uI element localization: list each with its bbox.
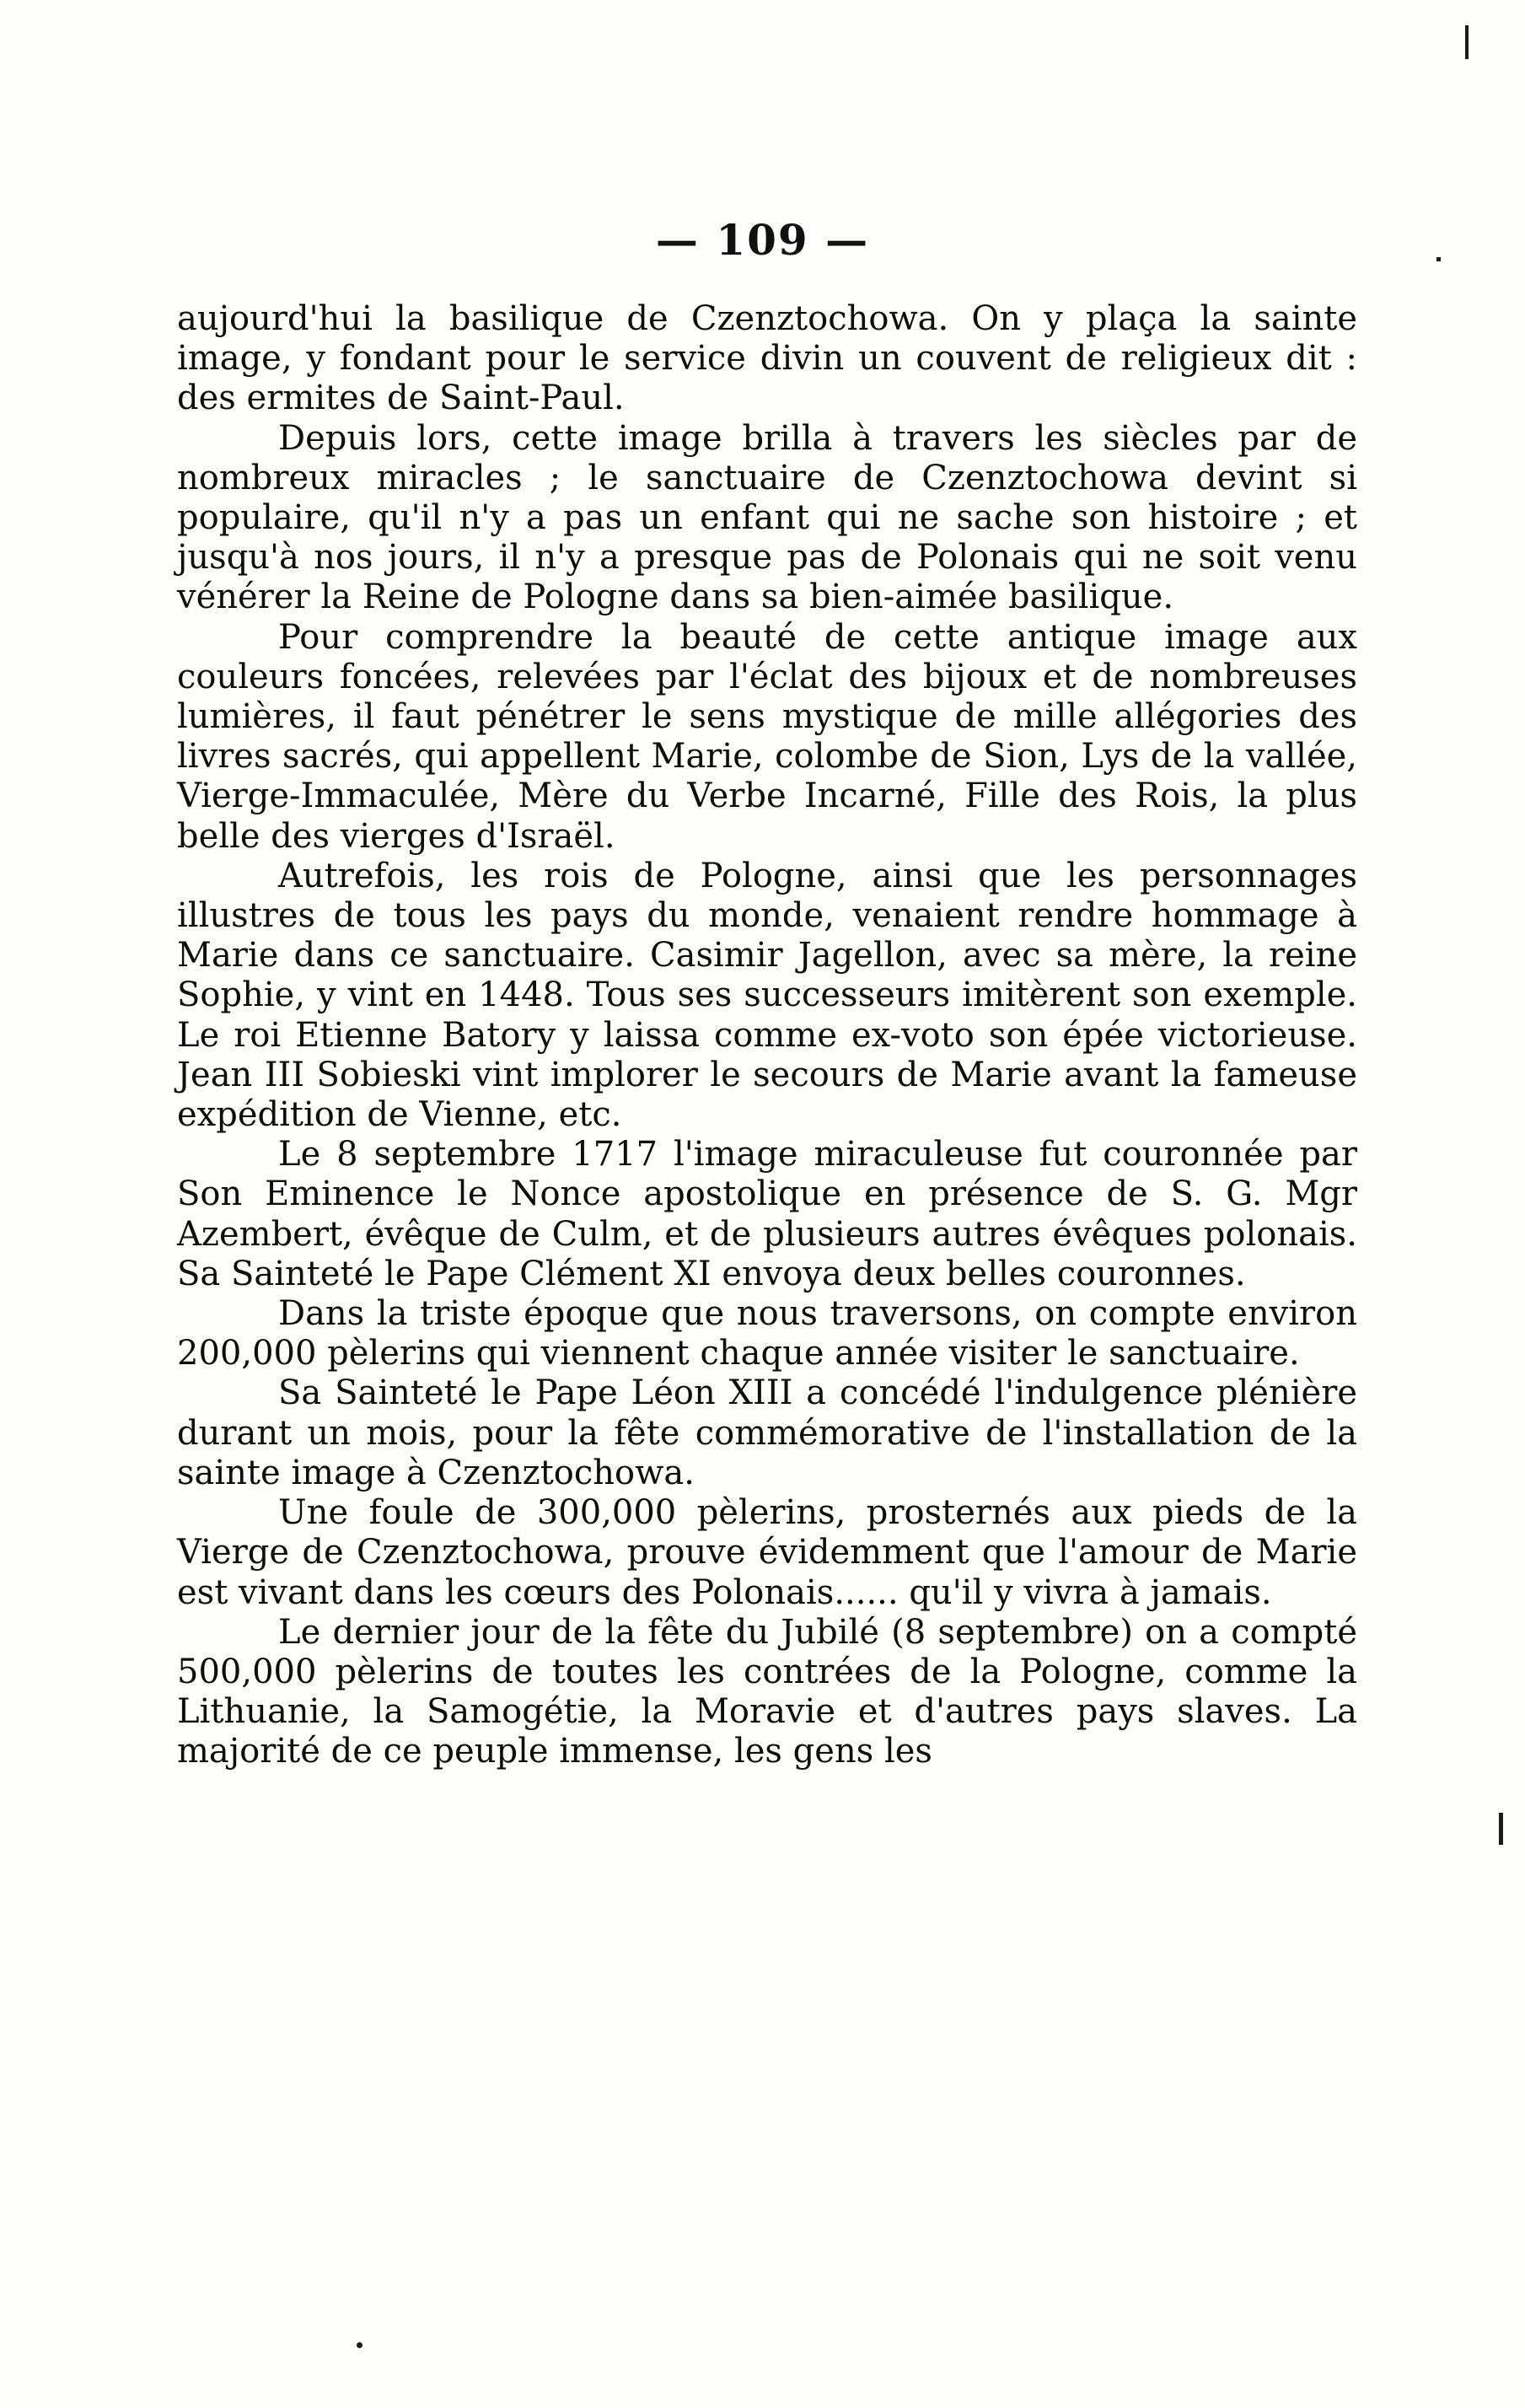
paragraph-4: Autrefois, les rois de Pologne, ainsi que les personnages illustres de tous les pays du monde, venaient rendre hommage à Marie dans ce sanctuaire. Casimir Jagellon, avec sa mère, la reine Sophie, y vint en 1448. Tous ses successeurs imitèrent son exemple. Le roi Etienne Batory y laissa comme ex-voto son épée victorieuse. Jean III Sobieski vint implorer le secours de Marie avant la fameuse expédition de Vienne, etc.: [177, 856, 1357, 1135]
scan-mark-top-right: [1465, 25, 1469, 59]
scan-mark-right: [1499, 1813, 1503, 1845]
paragraph-5: Le 8 septembre 1717 l'image miraculeuse fut couronnée par Son Eminence le Nonce apostolique en présence de S. G. Mgr Azembert, évêque de Culm, et de plusieurs autres évêques polonais. Sa Sainteté le Pape Clément XI envoya deux belles couronnes.: [177, 1135, 1357, 1293]
page-number: — 109 —: [655, 215, 870, 265]
scan-dot-right: [1436, 257, 1441, 261]
paragraph-2: Depuis lors, cette image brilla à travers les siècles par de nombreux miracles ; le sanctuaire de Czenztochowa devint si populaire, qu'il n'y a pas un enfant qui ne sache son histoire ; et jusqu'à nos jours, il n'y a presque pas de Polonais qui ne soit venu vénérer la Reine de Pologne dans sa bien-aimée basilique.: [177, 418, 1357, 617]
paragraph-7: Sa Sainteté le Pape Léon XIII a concédé l'indulgence plénière durant un mois, pour la fête commémorative de l'installation de la sainte image à Czenztochowa.: [177, 1373, 1357, 1492]
paragraph-3: Pour comprendre la beauté de cette antique image aux couleurs foncées, relevées par l'éclat des bijoux et de nombreuses lumières, il faut pénétrer le sens mystique de mille allégories des livres sacrés, qui appellent Marie, colombe de Sion, Lys de la vallée, Vierge-Immaculée, Mère du Verbe Incarné, Fille des Rois, la plus belle des vierges d'Israël.: [177, 617, 1357, 856]
paragraph-9: Le dernier jour de la fête du Jubilé (8 septembre) on a compté 500,000 pèlerins de toutes les contrées de la Pologne, comme la Lithuanie, la Samogétie, la Moravie et d'autres pays slaves. La majorité de ce peuple immense, les gens les: [177, 1612, 1357, 1771]
body-text: [177, 299, 1357, 1772]
paragraph-6: Dans la triste époque que nous traversons, on compte environ 200,000 pèlerins qui viennent chaque année visiter le sanctuaire.: [177, 1294, 1357, 1373]
paragraph-1: aujourd'hui la basilique de Czenztochowa. On y plaça la sainte image, y fondant pour le service divin un couvent de religieux dit : des ermites de Saint-Paul.: [177, 299, 1357, 418]
paragraph-8: Une foule de 300,000 pèlerins, prosternés aux pieds de la Vierge de Czenztochowa, prouve évidemment que l'amour de Marie est vivant dans les cœurs des Polonais...... qu'il y vivra à jamais.: [177, 1493, 1357, 1612]
scan-dot-bottom: [357, 2342, 362, 2348]
